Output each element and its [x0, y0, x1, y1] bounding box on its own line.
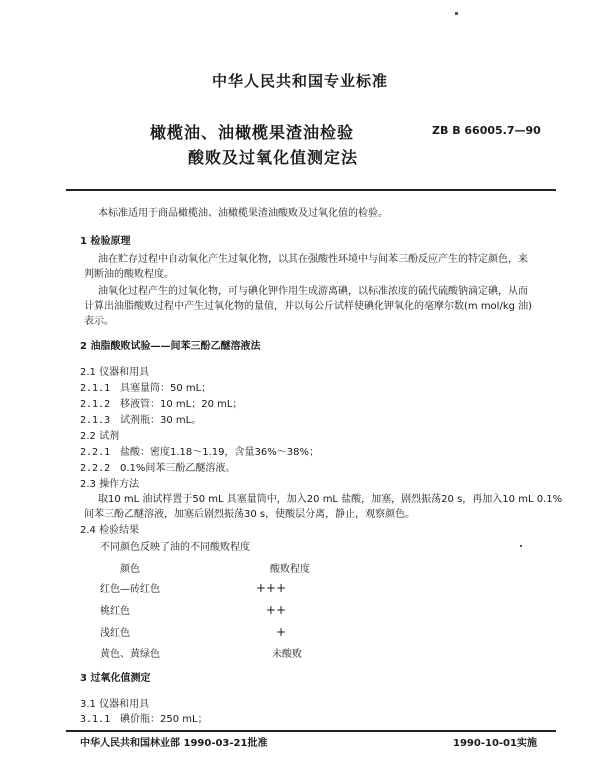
table-cell-degree: + — [275, 625, 286, 639]
table-cell-color: 黄色、黄绿色 — [100, 649, 160, 660]
clause-number: 2.1.2 — [80, 399, 111, 410]
table-cell-color: 桃红色 — [100, 606, 130, 617]
section-3-heading: 3 过氧化值测定 — [80, 673, 151, 684]
issuing-authority: 中华人民共和国专业标准 — [211, 72, 388, 90]
subsection-2-2: 2.2 试剂 — [80, 431, 120, 442]
s1-para1-line2: 判断油的酸败程度。 — [84, 269, 174, 280]
subsection-2-3: 2.3 操作方法 — [80, 479, 140, 490]
table-cell-color: 浅红色 — [100, 628, 130, 639]
subsection-2-4: 2.4 检验结果 — [80, 525, 140, 536]
table-cell-degree: ++ — [265, 603, 286, 617]
intro-text: 本标准适用于商品橄榄油、油橄榄果渣油酸败及过氧化值的检验。 — [98, 208, 388, 219]
table-cell-color: 红色—砖红色 — [100, 584, 160, 595]
s1-para2-line3: 表示。 — [84, 316, 114, 327]
effective-date: 1990-10-01实施 — [453, 738, 537, 749]
table-header-degree: 酸败程度 — [270, 564, 310, 575]
scan-speck — [520, 545, 522, 547]
clause-2-1-1: 具塞量筒：50 mL； — [120, 383, 212, 394]
table-cell-degree: 未酸败 — [272, 649, 302, 660]
section-2-heading: 2 油脂酸败试验——间苯三酚乙醚溶液法 — [80, 341, 261, 352]
s1-para2-line2: 计算出油脂酸败过程中产生过氧化物的量值，并以每公斤试样使碘化钾氧化的毫摩尔数(m mol/kg 油) — [84, 301, 533, 312]
clause-3-1-1: 碘价瓶：250 mL； — [120, 714, 208, 725]
clause-2-1-2: 移液管：10 mL；20 mL； — [120, 399, 243, 410]
table-header-color: 颜色 — [120, 564, 140, 575]
table-cell-degree: +++ — [255, 581, 286, 595]
procedure-line-1: 取10 mL 油试样置于50 mL 具塞量筒中，加入20 mL 盐酸，加塞，剧烈振荡20 s，再加入10 mL 0.1% — [98, 494, 563, 505]
standard-code: ZB B 66005.7—90 — [432, 124, 541, 137]
s1-para1-line1: 油在贮存过程中自动氧化产生过氧化物，以其在强酸性环境中与间苯三酚反应产生的特定颜色，来 — [98, 254, 528, 265]
clause-2-2-2: 0.1%间苯三酚乙醚溶液。 — [120, 463, 236, 474]
clause-number: 2.1.1 — [80, 383, 111, 394]
section-1-heading: 1 检验原理 — [80, 236, 131, 247]
results-intro: 不同颜色反映了油的不同酸败程度 — [100, 542, 250, 553]
clause-number: 2.1.3 — [80, 415, 111, 426]
procedure-line-2: 间苯三酚乙醚溶液，加塞后剧烈振荡30 s，使酸层分离，静止，观察颜色。 — [84, 509, 416, 520]
clause-number: 2.2.1 — [80, 447, 111, 458]
footer-rule — [66, 730, 556, 732]
approval-line: 中华人民共和国林业部 1990-03-21批准 — [80, 738, 268, 749]
title-line-1: 橄榄油、油橄榄果渣油检验 — [150, 123, 355, 142]
clause-2-2-1: 盐酸：密度1.18～1.19，含量36%～38%； — [120, 447, 319, 458]
clause-number: 2.2.2 — [80, 463, 111, 474]
s1-para2-line1: 油氧化过程产生的过氧化物，可与碘化钾作用生成游离碘，以标准浓度的硫代硫酸钠滴定碘，从而 — [98, 286, 528, 297]
scan-speck — [455, 12, 458, 15]
header-rule — [66, 189, 556, 191]
subsection-2-1: 2.1 仪器和用具 — [80, 367, 150, 378]
subsection-3-1: 3.1 仪器和用具 — [80, 699, 150, 710]
clause-number: 3.1.1 — [80, 714, 111, 725]
title-line-2: 酸败及过氧化值测定法 — [188, 148, 359, 167]
clause-2-1-3: 试剂瓶：30 mL。 — [120, 415, 202, 426]
